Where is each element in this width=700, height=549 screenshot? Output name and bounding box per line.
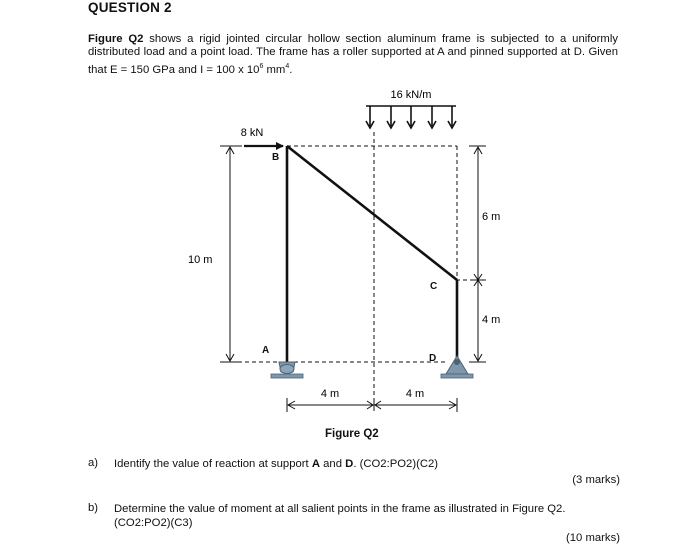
intro-text-2: mm: [263, 63, 286, 76]
dim-span-right-label: 4 m: [405, 388, 425, 400]
dim-height-total: [220, 146, 242, 362]
dim-span: [287, 398, 457, 412]
node-c-label: C: [430, 281, 438, 292]
node-b-label: B: [272, 152, 280, 163]
intro-text-1: shows a rigid jointed circular hollow section aluminum frame is subjected to a uniformly distributed load and a point load. The frame has a roller supported at A and pinned supported at D. Given that E = 150 GPa and I = 100 x 10: [88, 33, 618, 76]
dim-height-upper-label: 6 m: [482, 211, 501, 223]
node-a-label: A: [262, 345, 270, 356]
part-b-text: Determine the value of moment at all salient points in the frame as illustrated in Figure Q2. (CO2:PO2)(C3): [114, 503, 566, 529]
part-a-text-2: . (CO2:PO2)(C2): [353, 458, 439, 470]
intro-text-3: .: [289, 63, 293, 76]
support-a-roller: [271, 362, 303, 378]
dim-height-right: [469, 146, 486, 362]
dim-height-total-label: 10 m: [188, 254, 213, 266]
figure-reference: Figure Q2: [88, 33, 144, 45]
part-a-and: and: [320, 458, 346, 470]
udl-load: [366, 106, 456, 128]
frame-members: [287, 146, 457, 362]
exponent-2: 4: [285, 62, 290, 70]
part-a-text: [114, 457, 624, 471]
part-b-marks: (10 marks): [566, 532, 620, 544]
part-a-text-1: Identify the value of reaction at support: [114, 458, 312, 470]
node-d-label: D: [429, 353, 437, 364]
question-title: QUESTION 2: [88, 0, 172, 15]
part-a-support-d: D: [345, 458, 354, 470]
part-b-letter: b): [88, 502, 99, 514]
dim-height-lower-label: 4 m: [482, 314, 501, 326]
figure-caption: Figure Q2: [325, 428, 379, 440]
dim-span-left-label: 4 m: [320, 388, 340, 400]
member-bc: [287, 146, 457, 280]
part-a-marks: (3 marks): [572, 474, 620, 486]
exponent-1: 6: [259, 62, 264, 70]
udl-label: 16 kN/m: [390, 89, 432, 101]
point-load-label: 8 kN: [240, 127, 264, 139]
part-a-support-a: A: [311, 458, 320, 470]
support-d-pin: [441, 356, 473, 378]
part-a-letter: a): [88, 457, 99, 469]
